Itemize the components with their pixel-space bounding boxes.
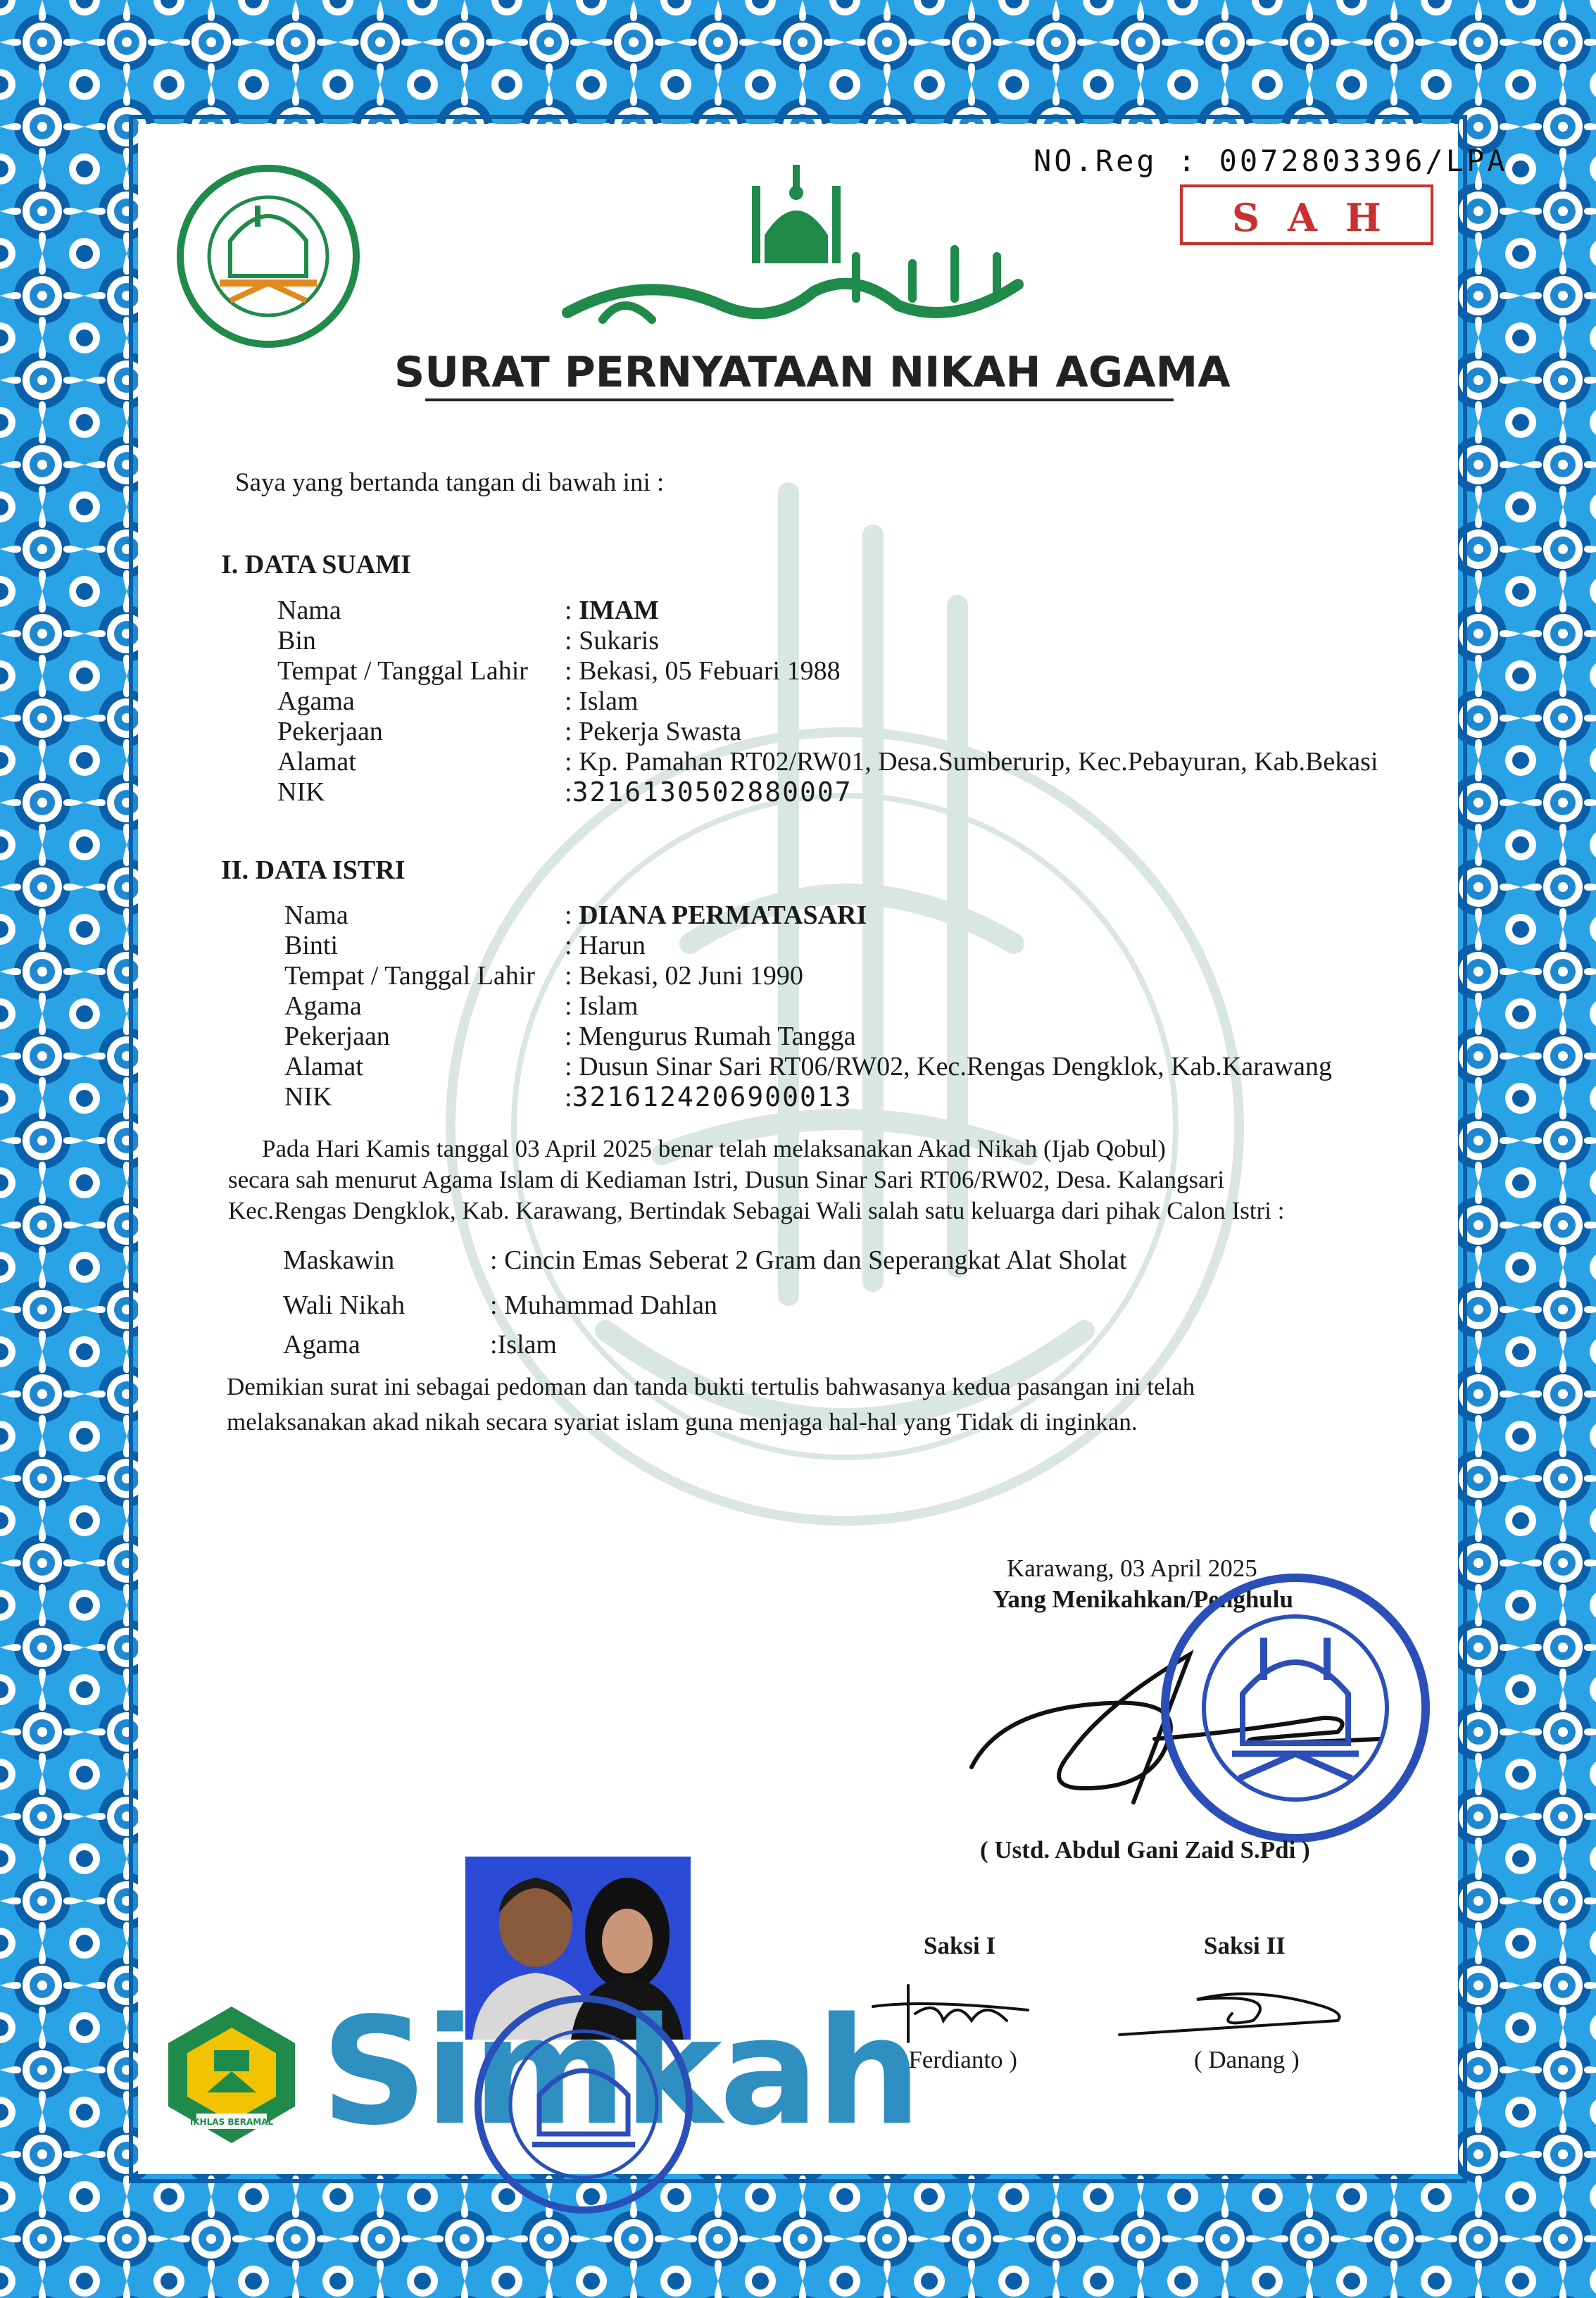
value-guardian: : Muhammad Dahlan <box>490 1291 717 1320</box>
husband-section-heading: I. DATA SUAMI <box>221 550 411 579</box>
statement-line-2: secara sah menurut Agama Islam di Kediaman Istri, Dusun Sinar Sari RT06/RW02, Desa. Kalangsari <box>228 1166 1225 1193</box>
husband-value-address: : Kp. Pamahan RT02/RW01, Desa.Sumberurip, Kec.Pebayuran, Kab.Bekasi <box>565 747 1378 777</box>
husband-value-job: : Pekerja Swasta <box>565 717 742 746</box>
title-underline <box>425 398 1174 401</box>
intro-text: Saya yang bertanda tangan di bawah ini : <box>235 468 665 497</box>
witness-1-title: Saksi I <box>924 1932 996 1959</box>
husband-label-job: Pekerjaan <box>277 717 383 746</box>
husband-label-birth: Tempat / Tanggal Lahir <box>277 656 528 686</box>
witness-2-name: ( Danang ) <box>1194 2046 1300 2073</box>
label-marriage-religion: Agama <box>283 1330 360 1360</box>
husband-value-birth: : Bekasi, 05 Febuari 1988 <box>565 656 841 686</box>
wife-value-address: : Dusun Sinar Sari RT06/RW02, Kec.Rengas Dengklok, Kab.Karawang <box>565 1052 1333 1081</box>
wife-label-name: Nama <box>284 900 348 930</box>
org-logo <box>163 163 373 349</box>
witness-2-signature <box>1112 1971 1345 2049</box>
simkah-brand: Simkah <box>321 1985 919 2158</box>
officiant-role: Yang Menikahkan/Penghulu <box>993 1586 1293 1613</box>
wife-value-birth: : Bekasi, 02 Juni 1990 <box>565 961 803 991</box>
husband-value-name: : IMAM <box>565 596 660 625</box>
wife-value-nik: :3216124206900013 <box>565 1081 853 1112</box>
husband-label-bin: Bin <box>277 626 316 655</box>
basmalah-mosque <box>560 158 1032 341</box>
wife-value-binti: : Harun <box>565 931 646 960</box>
husband-label-religion: Agama <box>277 686 355 716</box>
statement-line-3: Kec.Rengas Dengklok, Kab. Karawang, Bertindak Sebagai Wali salah satu keluarga dari pihak Calon Istri : <box>228 1197 1285 1224</box>
witness-2-title: Saksi II <box>1204 1932 1286 1959</box>
wife-value-job: : Mengurus Rumah Tangga <box>565 1022 856 1051</box>
status-stamp: SAH <box>1180 184 1433 245</box>
wife-label-nik: NIK <box>284 1082 332 1112</box>
husband-label-nik: NIK <box>277 777 325 807</box>
husband-value-religion: : Islam <box>565 686 639 716</box>
wife-label-job: Pekerjaan <box>284 1022 390 1051</box>
wife-value-name: : DIANA PERMATASARI <box>565 900 867 930</box>
husband-value-nik: :3216130502880007 <box>565 777 853 808</box>
value-dowry: : Cincin Emas Seberat 2 Gram dan Seperangkat Alat Sholat <box>490 1245 1127 1275</box>
closing-line-1: Demikian surat ini sebagai pedoman dan tanda bukti tertulis bahwasanya kedua pasangan ini telah <box>227 1373 1195 1400</box>
wife-label-birth: Tempat / Tanggal Lahir <box>284 961 535 991</box>
label-guardian: Wali Nikah <box>283 1291 406 1320</box>
wife-label-religion: Agama <box>284 991 362 1021</box>
witness-1-name: ( Ferdianto ) <box>894 2046 1017 2073</box>
statement-line-1: Pada Hari Kamis tanggal 03 April 2025 benar telah melaksanakan Akad Nikah (Ijab Qobul) <box>262 1135 1166 1162</box>
wife-label-address: Alamat <box>284 1052 363 1081</box>
wife-label-binti: Binti <box>284 931 339 960</box>
husband-label-address: Alamat <box>277 747 356 777</box>
value-marriage-religion: :Islam <box>490 1330 557 1360</box>
official-stamp <box>1155 1567 1436 1849</box>
husband-label-name: Nama <box>277 596 341 625</box>
kemenag-logo <box>158 2001 306 2149</box>
wife-section-heading: II. DATA ISTRI <box>221 855 406 885</box>
label-dowry: Maskawin <box>283 1245 395 1275</box>
wife-value-religion: : Islam <box>565 991 639 1021</box>
document-title: SURAT PERNYATAAN NIKAH AGAMA <box>394 348 1231 397</box>
registration-number: NO.Reg : 0072803396/LPA <box>1033 144 1508 178</box>
kemenag-motto: IKHLAS BERAMAL <box>189 2117 274 2127</box>
closing-line-2: melaksanakan akad nikah secara syariat islam guna menjaga hal-hal yang Tidak di inginkan. <box>227 1408 1138 1436</box>
simkah-stamp <box>469 1990 698 2219</box>
officiant-name: ( Ustd. Abdul Gani Zaid S.Pdi ) <box>980 1836 1310 1864</box>
husband-value-bin: : Sukaris <box>565 626 660 655</box>
signing-place-date: Karawang, 03 April 2025 <box>1007 1555 1257 1582</box>
